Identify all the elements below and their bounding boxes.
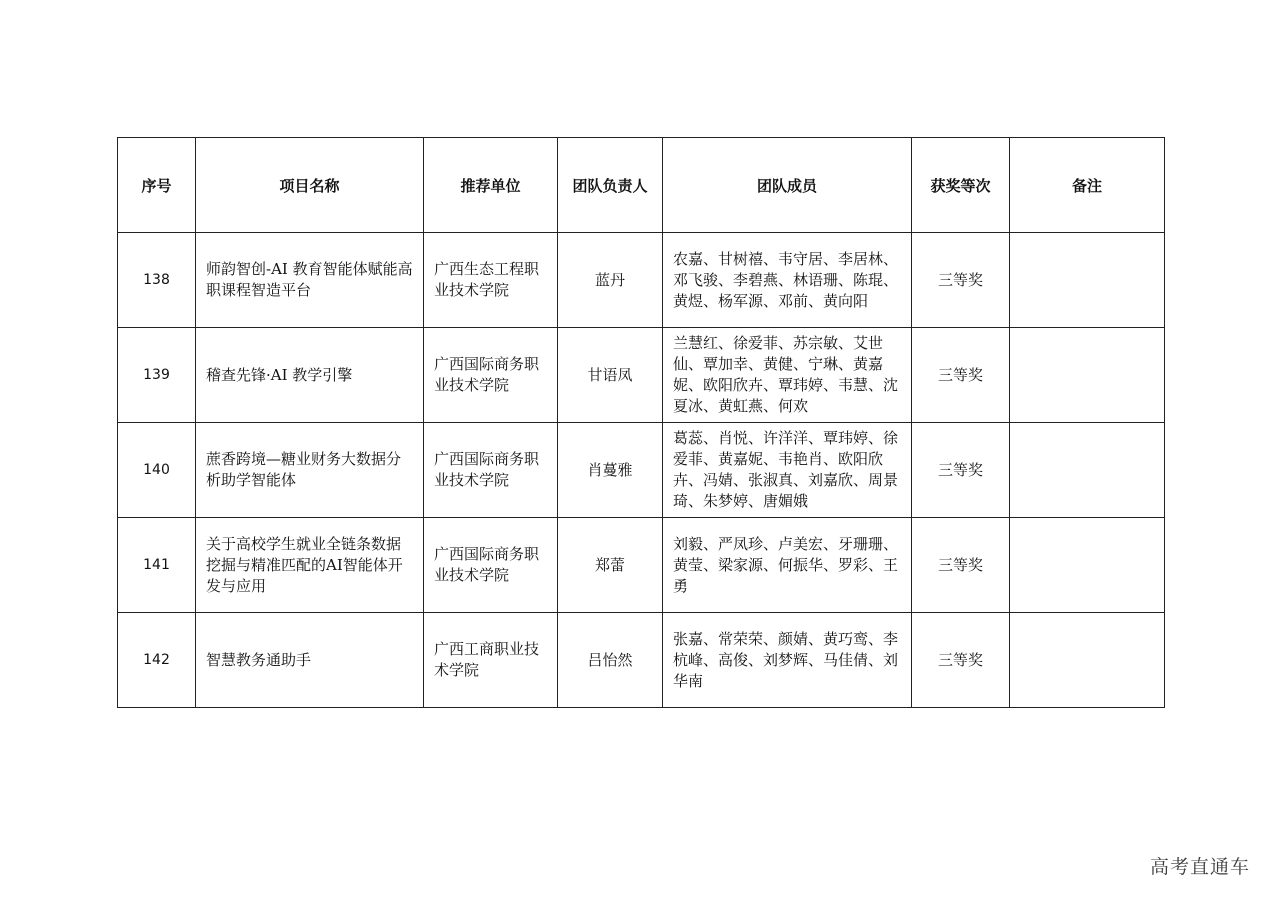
- cell-award-level: 三等奖: [912, 613, 1010, 708]
- header-row: [118, 138, 1165, 233]
- table-row: [118, 423, 1165, 518]
- cell-team-leader: 肖蔓雅: [558, 423, 663, 518]
- cell-award-level: 三等奖: [912, 423, 1010, 518]
- cell-no: 139: [118, 328, 196, 423]
- cell-recommending-unit: 广西国际商务职业技术学院: [424, 423, 558, 518]
- cell-recommending-unit: 广西国际商务职业技术学院: [424, 518, 558, 613]
- cell-team-leader: 郑蕾: [558, 518, 663, 613]
- cell-no: 141: [118, 518, 196, 613]
- table-row: [118, 613, 1165, 708]
- cell-team-leader: 吕怡然: [558, 613, 663, 708]
- cell-team-members: 张嘉、常荣荣、颜婧、黄巧鸾、李杭峰、高俊、刘梦辉、马佳倩、刘华南: [663, 613, 912, 708]
- cell-recommending-unit: 广西生态工程职业技术学院: [424, 233, 558, 328]
- cell-note: [1010, 518, 1165, 613]
- header-note: 备注: [1010, 138, 1165, 233]
- header-project-name: 项目名称: [196, 138, 424, 233]
- cell-project-name: 关于高校学生就业全链条数据挖掘与精准匹配的AI智能体开发与应用: [196, 518, 424, 613]
- cell-no: 140: [118, 423, 196, 518]
- cell-award-level: 三等奖: [912, 233, 1010, 328]
- watermark-logo-text: 高考直通车: [1149, 856, 1250, 878]
- award-table: [117, 137, 1165, 708]
- cell-team-leader: 甘语凤: [558, 328, 663, 423]
- header-no: 序号: [118, 138, 196, 233]
- cell-note: [1010, 328, 1165, 423]
- cell-award-level: 三等奖: [912, 518, 1010, 613]
- header-team-leader: 团队负责人: [558, 138, 663, 233]
- cell-note: [1010, 423, 1165, 518]
- cell-note: [1010, 233, 1165, 328]
- cell-recommending-unit: 广西国际商务职业技术学院: [424, 328, 558, 423]
- table-row: [118, 328, 1165, 423]
- cell-team-members: 葛蕊、肖悦、许洋洋、覃玮婷、徐爱菲、黄嘉妮、韦艳肖、欧阳欣卉、冯婧、张淑真、刘嘉欣、周景琦、朱梦婷、唐媚娥: [663, 423, 912, 518]
- cell-no: 142: [118, 613, 196, 708]
- header-team-members: 团队成员: [663, 138, 912, 233]
- cell-project-name: 蔗香跨境—糖业财务大数据分析助学智能体: [196, 423, 424, 518]
- table-row: [118, 518, 1165, 613]
- cell-note: [1010, 613, 1165, 708]
- cell-team-leader: 蓝丹: [558, 233, 663, 328]
- cell-project-name: 师韵智创-AI 教育智能体赋能高职课程智造平台: [196, 233, 424, 328]
- cell-recommending-unit: 广西工商职业技术学院: [424, 613, 558, 708]
- cell-team-members: 农嘉、甘树禧、韦守居、李居林、邓飞骏、李碧燕、林语珊、陈琨、黄煜、杨军源、邓前、黄向阳: [663, 233, 912, 328]
- header-recommending-unit: 推荐单位: [424, 138, 558, 233]
- cell-team-members: 刘毅、严凤珍、卢美宏、牙珊珊、黄莹、梁家源、何振华、罗彩、王勇: [663, 518, 912, 613]
- cell-award-level: 三等奖: [912, 328, 1010, 423]
- table-row: [118, 233, 1165, 328]
- cell-project-name: 智慧教务通助手: [196, 613, 424, 708]
- header-award-level: 获奖等次: [912, 138, 1010, 233]
- cell-team-members: 兰慧红、徐爱菲、苏宗敏、艾世仙、覃加幸、黄健、宁琳、黄嘉妮、欧阳欣卉、覃玮婷、韦慧、沈夏冰、黄虹燕、何欢: [663, 328, 912, 423]
- cell-no: 138: [118, 233, 196, 328]
- cell-project-name: 稽查先锋·AI 教学引擎: [196, 328, 424, 423]
